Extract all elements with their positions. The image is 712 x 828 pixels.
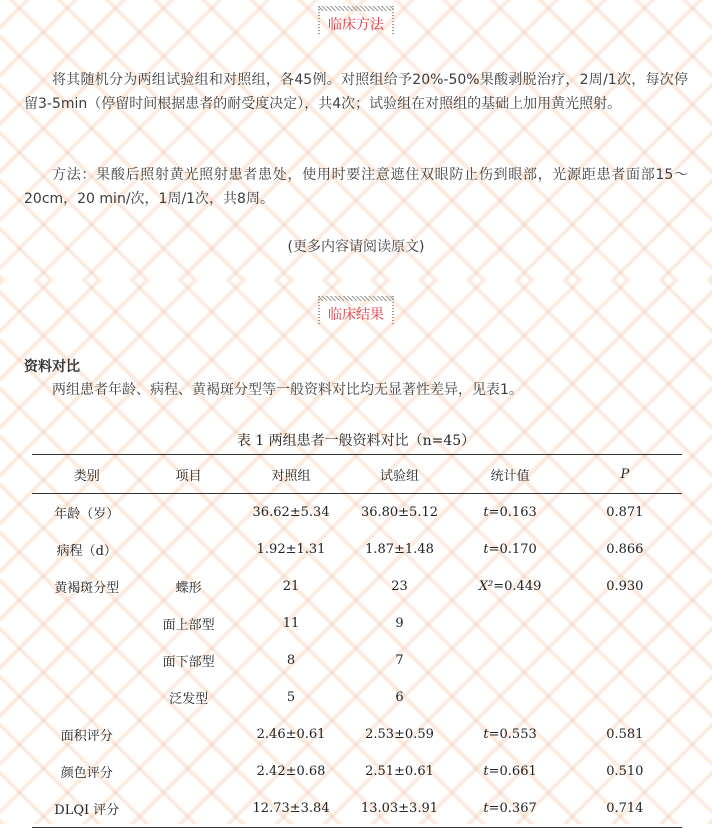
header-bar-right — [392, 6, 394, 34]
row-p: 0.714 — [568, 790, 682, 828]
header-control: 对照组 — [236, 455, 347, 494]
header-item: 项目 — [142, 455, 236, 494]
row-test: 7 — [395, 653, 404, 668]
header-statistic: 统计值 — [453, 455, 568, 494]
header-stripe — [318, 296, 394, 301]
stat-value: =0.163 — [488, 505, 537, 520]
header-bar-left — [318, 296, 320, 324]
row-p: 0.581 — [606, 727, 644, 742]
row-item: 泛发型 — [169, 692, 209, 707]
results-section-header — [0, 296, 712, 324]
row-p — [568, 679, 682, 716]
read-more-link[interactable]: (更多内容请阅读原文) — [287, 239, 425, 255]
stat-value: =0.449 — [493, 579, 542, 594]
results-paragraph: 两组患者年龄、病程、黄褐斑分型等一般资料对比均无显著性差异，见表1。 — [52, 382, 523, 398]
row-control: 11 — [282, 616, 300, 631]
general-data-table — [32, 454, 682, 828]
table-header-row — [32, 455, 682, 494]
table-row — [32, 753, 682, 790]
row-category: 面积评分 — [60, 729, 113, 744]
table-row — [32, 494, 682, 532]
stat-symbol: t — [483, 801, 489, 816]
row-statistic — [453, 679, 568, 716]
stat-symbol: t — [483, 542, 489, 557]
row-test: 2.53±0.59 — [365, 727, 434, 742]
row-category: 颜色评分 — [60, 766, 113, 781]
row-category: 病程（d） — [56, 544, 117, 559]
row-statistic — [453, 716, 568, 753]
row-item — [142, 790, 236, 828]
stat-symbol: t — [483, 505, 489, 520]
row-statistic — [453, 494, 568, 532]
row-test: 36.80±5.12 — [360, 505, 439, 520]
stat-value: =0.367 — [488, 801, 537, 816]
row-category — [32, 679, 142, 716]
row-statistic — [453, 531, 568, 568]
stat-value: =0.170 — [488, 542, 537, 557]
row-statistic — [453, 642, 568, 679]
row-p — [568, 605, 682, 642]
stat-symbol: t — [483, 727, 489, 742]
row-statistic — [453, 605, 568, 642]
row-p: 0.510 — [606, 764, 644, 779]
row-category: DLQI 评分 — [32, 790, 142, 828]
results-header-box — [318, 296, 394, 324]
row-statistic — [453, 790, 568, 828]
methods-section-header — [0, 6, 712, 34]
header-stripe — [318, 6, 394, 11]
row-item — [142, 716, 236, 753]
table-caption: 表 1 两组患者一般资料对比（n=45） — [236, 433, 476, 449]
row-test: 23 — [391, 579, 408, 594]
header-p: P — [568, 455, 682, 494]
stat-symbol: t — [483, 764, 489, 779]
table-row — [32, 716, 682, 753]
results-title: 临床结果 — [328, 307, 384, 323]
row-p: 0.866 — [606, 542, 644, 557]
header-bar-left — [318, 6, 320, 34]
table-row — [32, 568, 682, 605]
row-control: 5 — [286, 690, 296, 705]
table-row — [32, 679, 682, 716]
row-statistic — [453, 753, 568, 790]
row-test: 1.87±1.48 — [365, 542, 434, 557]
header-category: 类别 — [32, 455, 142, 494]
row-test: 9 — [395, 616, 404, 631]
row-control: 2.42±0.68 — [256, 764, 326, 779]
row-item: 面下部型 — [162, 655, 215, 670]
row-category — [32, 642, 142, 679]
row-control: 21 — [282, 579, 300, 594]
row-test: 13.03±3.91 — [346, 790, 452, 828]
row-control: 36.62±5.34 — [252, 505, 330, 520]
methods-title: 临床方法 — [328, 17, 384, 33]
row-item — [142, 531, 236, 568]
row-statistic — [453, 568, 568, 605]
header-bar-right — [392, 296, 394, 324]
stat-symbol: X² — [478, 579, 494, 594]
data-comparison-heading: 资料对比 — [24, 359, 80, 375]
row-test: 2.51±0.61 — [365, 764, 434, 779]
row-control: 2.46±0.61 — [256, 727, 326, 742]
row-control: 12.73±3.84 — [236, 790, 347, 828]
table-row — [32, 605, 682, 642]
row-control: 8 — [286, 653, 296, 668]
table-row — [32, 531, 682, 568]
row-item: 面上部型 — [162, 618, 215, 633]
methods-paragraph-2: 方法：果酸后照射黄光照射患者患处，使用时要注意遮住双眼防止伤到眼部，光源距患者面部15～20cm，20 min/次，1周/1次，共8周。 — [24, 167, 688, 207]
row-control: 1.92±1.31 — [256, 542, 326, 557]
row-item — [142, 753, 236, 790]
row-category: 年龄（岁） — [54, 507, 120, 522]
row-category — [32, 605, 142, 642]
methods-paragraph-1: 将其随机分为两组试验组和对照组，各45例。对照组给予20%-50%果酸剥脱治疗，2周/1次，每次停留3-5min（停留时间根据患者的耐受度决定），共4次；试验组在对照组的基础上加用黄光照射。 — [24, 72, 688, 112]
row-category: 黄褐斑分型 — [54, 581, 120, 596]
row-p — [568, 642, 682, 679]
header-test: 试验组 — [346, 455, 452, 494]
stat-value: =0.553 — [488, 727, 537, 742]
stat-value: =0.661 — [488, 764, 537, 779]
methods-header-box — [318, 6, 394, 34]
row-p: 0.930 — [606, 579, 644, 594]
row-item: 蝶形 — [175, 581, 202, 596]
row-item — [142, 494, 236, 532]
row-test: 6 — [395, 690, 404, 705]
row-p: 0.871 — [606, 505, 644, 520]
table-row — [32, 642, 682, 679]
table-row — [32, 790, 682, 828]
